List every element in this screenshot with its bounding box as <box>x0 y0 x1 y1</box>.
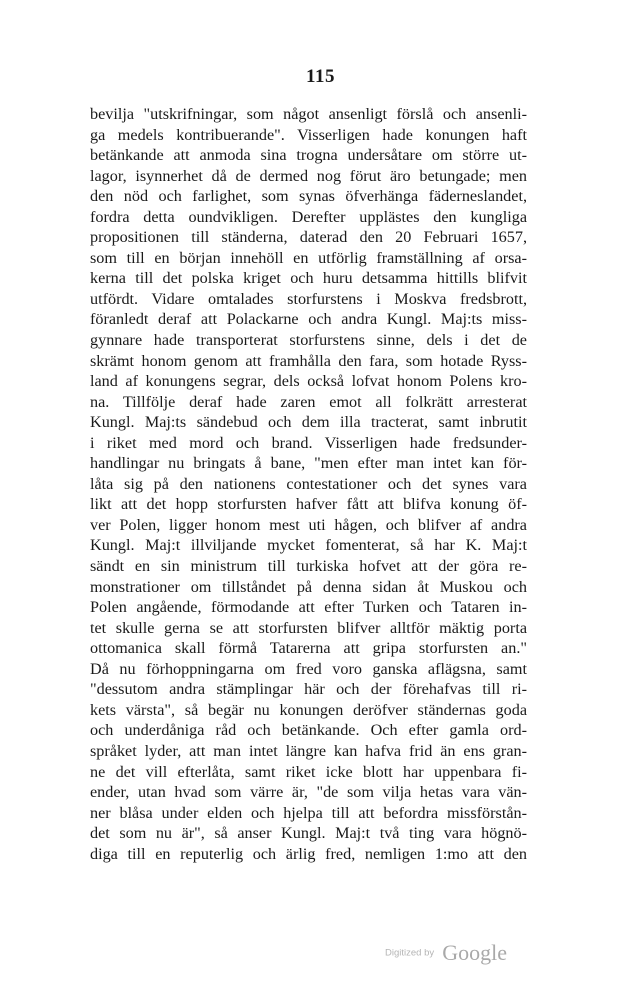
text-line: lagor, isynnerhet då de dermed nog förut äro betungade; men <box>90 166 527 185</box>
text-line: likt att det hopp storfursten hafver fått att blifva konung öf- <box>90 495 527 514</box>
google-logo-text: Google <box>442 940 507 965</box>
text-line: na. Tillfölje deraf hade zaren emot all folkrätt arresterat <box>90 392 527 411</box>
text-line: kets värsta", så begär nu konungen deröfver ständernas goda <box>90 700 527 719</box>
text-line: ne det vill efterlåta, samt riket icke blott har uppenbara fi- <box>90 762 527 781</box>
page-number: 115 <box>306 66 335 87</box>
text-line: det som nu är", så anser Kungl. Maj:t två ting vara högnö- <box>90 824 527 843</box>
text-line: "dessutom andra stämplingar här och der förehafvas till ri- <box>90 680 527 699</box>
text-line: propositionen till ständerna, daterad den 20 Februari 1657, <box>90 228 527 247</box>
text-line: ender, utan hvad som värre är, "de som vilja hetas vara vän- <box>90 783 527 802</box>
text-line: skrämt honom genom att framhålla den fara, som hotade Ryss- <box>90 351 527 370</box>
text-line: Polen angående, förmodande att efter Turken och Tataren in- <box>90 598 527 617</box>
text-line: ottomanica skall förmå Tatarerna att gripa storfursten an." <box>90 639 527 658</box>
text-line: gynnare hade transporterat storfurstens sinne, dels i det de <box>90 331 527 350</box>
text-line: handlingar nu bringats å bane, "men efter man intet kan för- <box>90 454 527 473</box>
text-line: bevilja "utskrifningar, som något ansenligt förslå och ansenli- <box>90 105 527 123</box>
text-line: som till en början innehöll en utförlig framställning af orsa- <box>90 248 527 267</box>
text-line: ga medels kontribuerande". Visserligen hade konungen haft <box>90 125 527 144</box>
text-line: land af konungens segrar, dels också lofvat honom Polens kro- <box>90 372 527 391</box>
text-line: föranledt deraf att Polackarne och andra Kungl. Maj:ts miss- <box>90 310 527 329</box>
text-line: Då nu förhoppningarna om fred voro ganska aflägsna, samt <box>90 659 527 678</box>
text-line: Kungl. Maj:t illviljande mycket fomenterat, så har K. Maj:t <box>90 536 527 555</box>
text-line: och underdåniga råd och betänkande. Och efter gamla ord- <box>90 721 527 740</box>
text-line: betänkande att anmoda sina trogna undersåtare om större ut- <box>90 146 527 165</box>
text-line: utfördt. Vidare omtalades storfurstens i Moskva fredsbrott, <box>90 289 527 308</box>
text-line: kerna till det polska kriget och huru detsamma hittills blifvit <box>90 269 527 288</box>
text-line: diga till en reputerlig och ärlig fred, nemligen 1:mo att den <box>90 844 527 863</box>
text-line: ver Polen, ligger honom mest uti hågen, och blifver af andra <box>90 515 527 534</box>
text-line: Kungl. Maj:ts sändebud och dem illa tracterat, samt inbrutit <box>90 413 527 432</box>
text-line: den nöd och farlighet, som synas öfverhänga fäderneslandet, <box>90 187 527 206</box>
text-line: ner blåsa under elden och hjelpa till att befordra missförstån- <box>90 803 527 822</box>
text-line: sändt en sin ministrum till turkiska hofvet att der göra re- <box>90 557 527 576</box>
text-line: tet skulle gerna se att storfursten blifver alltför mäktig porta <box>90 618 527 637</box>
google-digitized-watermark <box>385 940 525 966</box>
body-text <box>90 104 527 864</box>
text-line: i riket med mord och brand. Visserligen hade fredsunder- <box>90 433 527 452</box>
text-line: låta sig på den nationens contestationer och det synes vara <box>90 474 527 493</box>
text-line: monstrationer om tillståndet på denna sidan åt Muskou och <box>90 577 527 596</box>
digitized-by-label: Digitized by <box>385 947 435 959</box>
text-line: språket lyder, att man intet längre kan hafva frid än ens gran- <box>90 741 527 760</box>
text-line: fordra detta oundvikligen. Derefter upplästes den kungliga <box>90 207 527 226</box>
